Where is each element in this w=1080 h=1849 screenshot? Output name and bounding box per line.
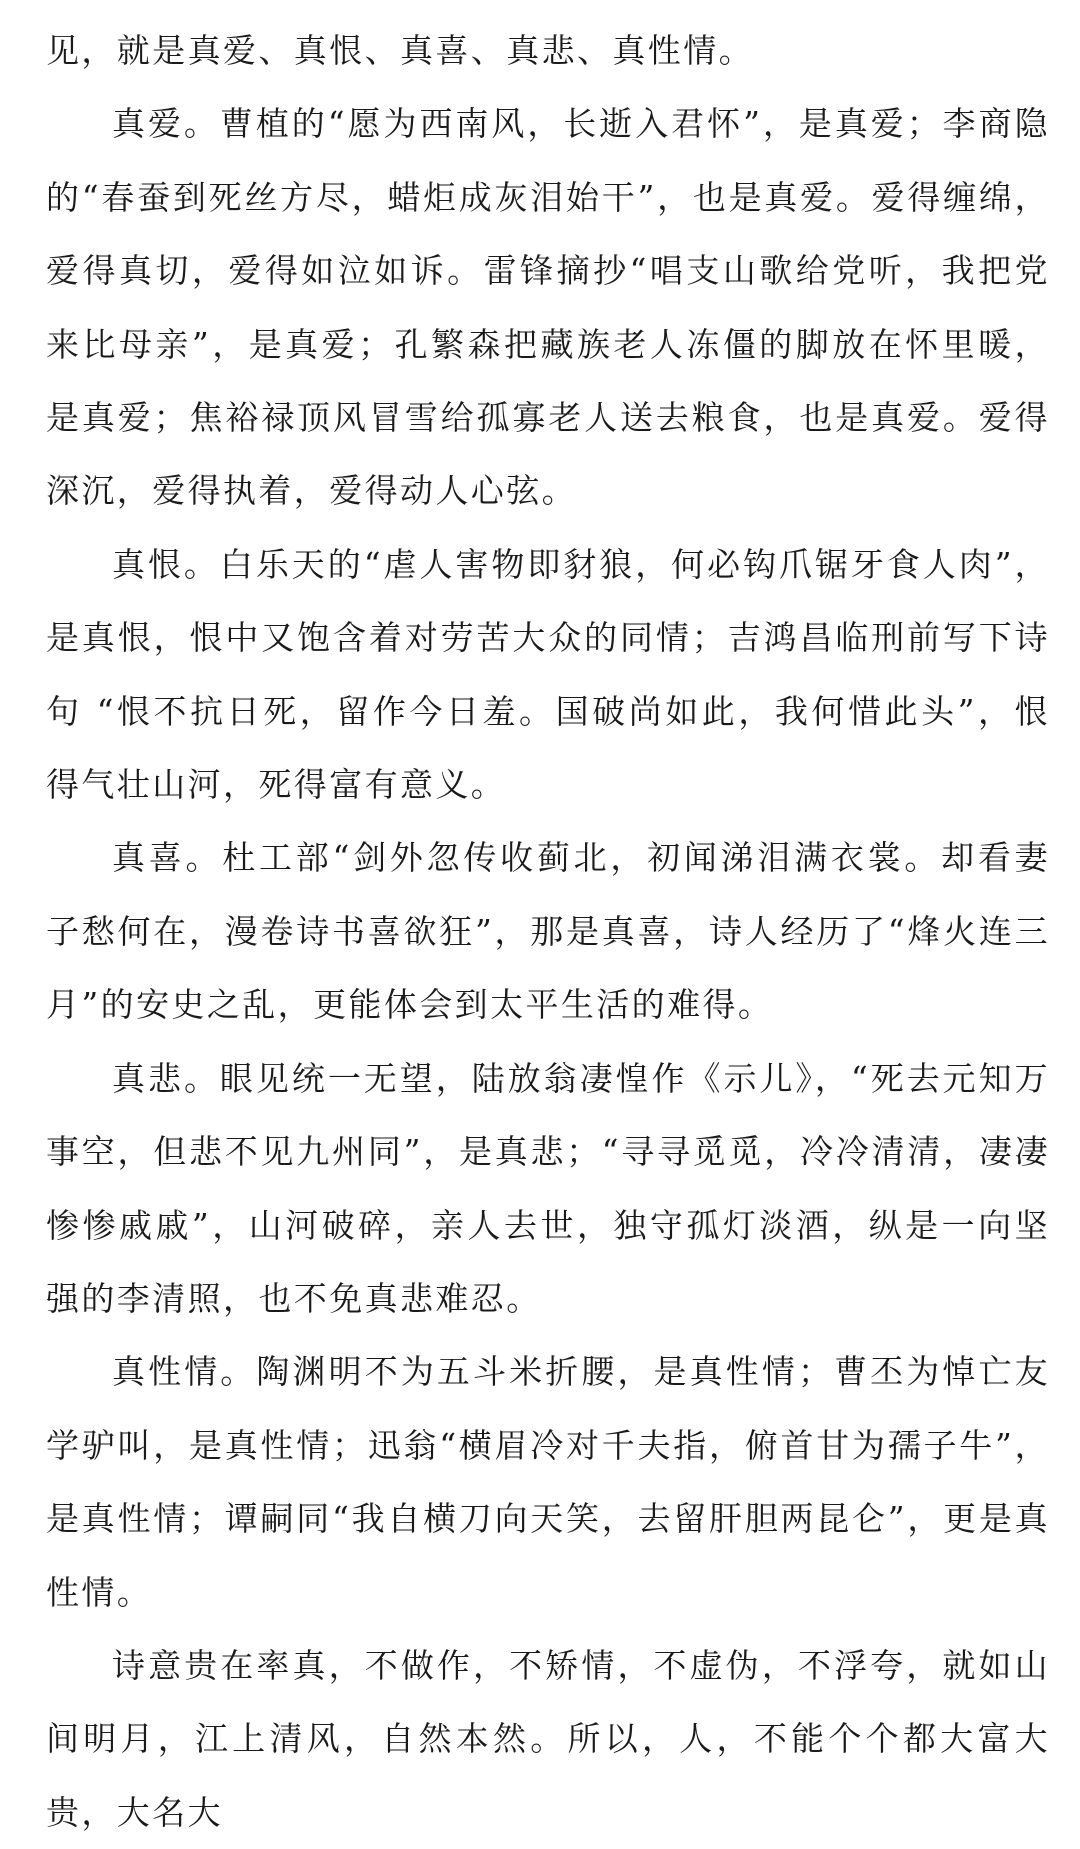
paragraph-poetic-sincerity: 诗意贵在率真，不做作，不矫情，不虚伪，不浮夸，就如山间明月，江上清风，自然本然。所以，人，不能个个都大富大贵，大名大 bbox=[46, 1645, 1050, 1832]
paragraph-true-joy: 真喜。杜工部“剑外忽传收蓟北，初闻涕泪满衣裳。却看妻子愁何在，漫卷诗书喜欲狂”，那是真喜，诗人经历了“烽火连三月”的安史之乱，更能体会到太平生活的难得。 bbox=[46, 838, 1050, 1025]
paragraph-intro-continuation: 见，就是真爱、真恨、真喜、真悲、真性情。 bbox=[46, 31, 754, 70]
paragraph-true-hate: 真恨。白乐天的“虐人害物即豺狼，何必钩爪锯牙食人肉”，是真恨，恨中又饱含着对劳苦大众的同情；吉鸿昌临刑前写下诗句 “恨不抗日死，留作今日羞。国破尚如此，我何惜此头”，恨得气壮山河，死得富有意义。 bbox=[46, 544, 1050, 805]
paragraph-true-sorrow: 真悲。眼见统一无望，陆放翁凄惶作《示儿》，“死去元知万事空，但悲不见九州同”，是真悲；“寻寻觅觅，冷冷清清，凄凄惨惨戚戚”，山河破碎，亲人去世，独守孤灯淡酒，纵是一向坚强的李清照，也不免真悲难忍。 bbox=[46, 1058, 1050, 1318]
paragraph-true-love: 真爱。曹植的“愿为西南风，长逝入君怀”，是真爱；李商隐的“春蚕到死丝方尽，蜡炬成灰泪始干”，也是真爱。爱得缠绵，爱得真切，爱得如泣如诉。雷锋摘抄“唱支山歌给党听，我把党来比母亲”，是真爱；孔繁森把藏族老人冻僵的脚放在怀里暖，是真爱；焦裕禄顶风冒雪给孤寡老人送去粮食，也是真爱。爱得深沉，爱得执着，爱得动人心弦。 bbox=[46, 104, 1050, 511]
paragraph-true-temperament: 真性情。陶渊明不为五斗米折腰，是真性情；曹丕为悼亡友学驴叫，是真性情；迅翁“横眉冷对千夫指，俯首甘为孺子牛”，是真性情；谭嗣同“我自横刀向天笑，去留肝胆两昆仑”，更是真性情。 bbox=[46, 1352, 1050, 1612]
